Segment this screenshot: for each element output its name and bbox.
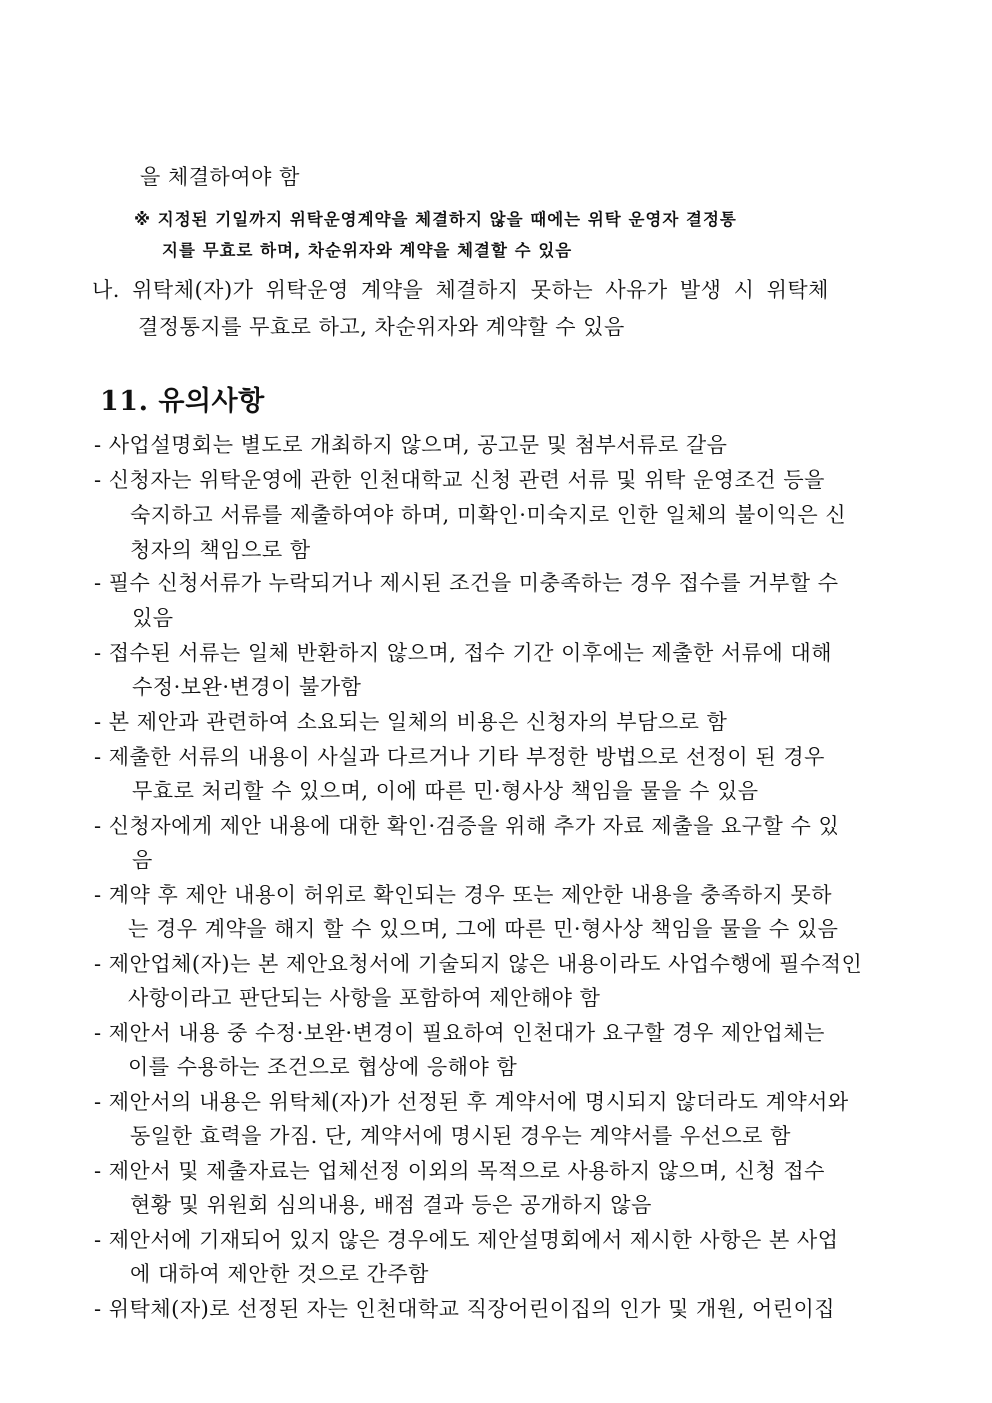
list-item: - 제안서의 내용은 위탁체(자)가 선정된 후 계약서에 명시되지 않더라도 계약서와 (94, 1090, 849, 1114)
list-item: - 제출한 서류의 내용이 사실과 다르거나 기타 부정한 방법으로 선정이 된 경우 (94, 745, 825, 769)
list-item: - 위탁체(자)로 선정된 자는 인천대학교 직장어린이집의 인가 및 개원, 어린이집 (94, 1297, 836, 1321)
list-item: - 계약 후 제안 내용이 허위로 확인되는 경우 또는 제안한 내용을 충족하지 못하 (94, 883, 833, 907)
notice-line: 지를 무효로 하며, 차순위자와 계약을 체결할 수 있음 (162, 241, 573, 260)
list-item-continuation: 수정·보완·변경이 불가함 (132, 675, 362, 699)
list-item: - 사업설명회는 별도로 개최하지 않으며, 공고문 및 첨부서류로 갈음 (94, 433, 728, 457)
list-item-continuation: 에 대하여 제안한 것으로 간주함 (130, 1262, 429, 1286)
list-item-continuation: 이를 수용하는 조건으로 협상에 응해야 함 (128, 1055, 518, 1079)
list-item-continuation: 숙지하고 서류를 제출하여야 하며, 미확인·미숙지로 인한 일체의 불이익은 신 (130, 503, 847, 527)
list-item-continuation: 청자의 책임으로 함 (130, 538, 311, 562)
list-item: - 제안서에 기재되어 있지 않은 경우에도 제안설명회에서 제시한 사항은 본 사업 (94, 1228, 839, 1252)
notice-line: ※ 지정된 기일까지 위탁운영계약을 체결하지 않을 때에는 위탁 운영자 결정통 (134, 210, 737, 229)
list-item-continuation: 사항이라고 판단되는 사항을 포함하여 제안해야 함 (128, 986, 601, 1010)
item-na-continuation: 결정통지를 무효로 하고, 차순위자와 계약할 수 있음 (138, 315, 625, 339)
list-item: - 본 제안과 관련하여 소요되는 일체의 비용은 신청자의 부담으로 함 (94, 710, 728, 734)
list-item-continuation: 음 (132, 848, 153, 872)
list-item: - 신청자에게 제안 내용에 대한 확인·검증을 위해 추가 자료 제출을 요구할 수 있 (94, 814, 840, 838)
list-item: - 제안서 및 제출자료는 업체선정 이외의 목적으로 사용하지 않으며, 신청 접수 (94, 1159, 825, 1183)
list-item: - 신청자는 위탁운영에 관한 인천대학교 신청 관련 서류 및 위탁 운영조건 등을 (94, 468, 825, 492)
item-na: 나. 위탁체(자)가 위탁운영 계약을 체결하지 못하는 사유가 발생 시 위탁체 (92, 278, 829, 302)
list-item-continuation: 무효로 처리할 수 있으며, 이에 따른 민·형사상 책임을 물을 수 있음 (132, 779, 759, 803)
list-item-continuation: 있음 (132, 606, 174, 630)
list-item: - 제안서 내용 중 수정·보완·변경이 필요하여 인천대가 요구할 경우 제안업체는 (94, 1021, 825, 1045)
list-item: - 필수 신청서류가 누락되거나 제시된 조건을 미충족하는 경우 접수를 거부할 수 (94, 571, 839, 595)
section-title: 11. 유의사항 (100, 386, 265, 417)
list-item-continuation: 동일한 효력을 가짐. 단, 계약서에 명시된 경우는 계약서를 우선으로 함 (130, 1124, 791, 1148)
list-item-continuation: 는 경우 계약을 해지 할 수 있으며, 그에 따른 민·형사상 책임을 물을 수 있음 (128, 917, 839, 941)
continuation-text: 을 체결하여야 함 (140, 165, 300, 189)
list-item: - 접수된 서류는 일체 반환하지 않으며, 접수 기간 이후에는 제출한 서류에 대해 (94, 641, 833, 665)
list-item: - 제안업체(자)는 본 제안요청서에 기술되지 않은 내용이라도 사업수행에 필수적인 (94, 952, 863, 976)
list-item-continuation: 현황 및 위원회 심의내용, 배점 결과 등은 공개하지 않음 (130, 1193, 652, 1217)
